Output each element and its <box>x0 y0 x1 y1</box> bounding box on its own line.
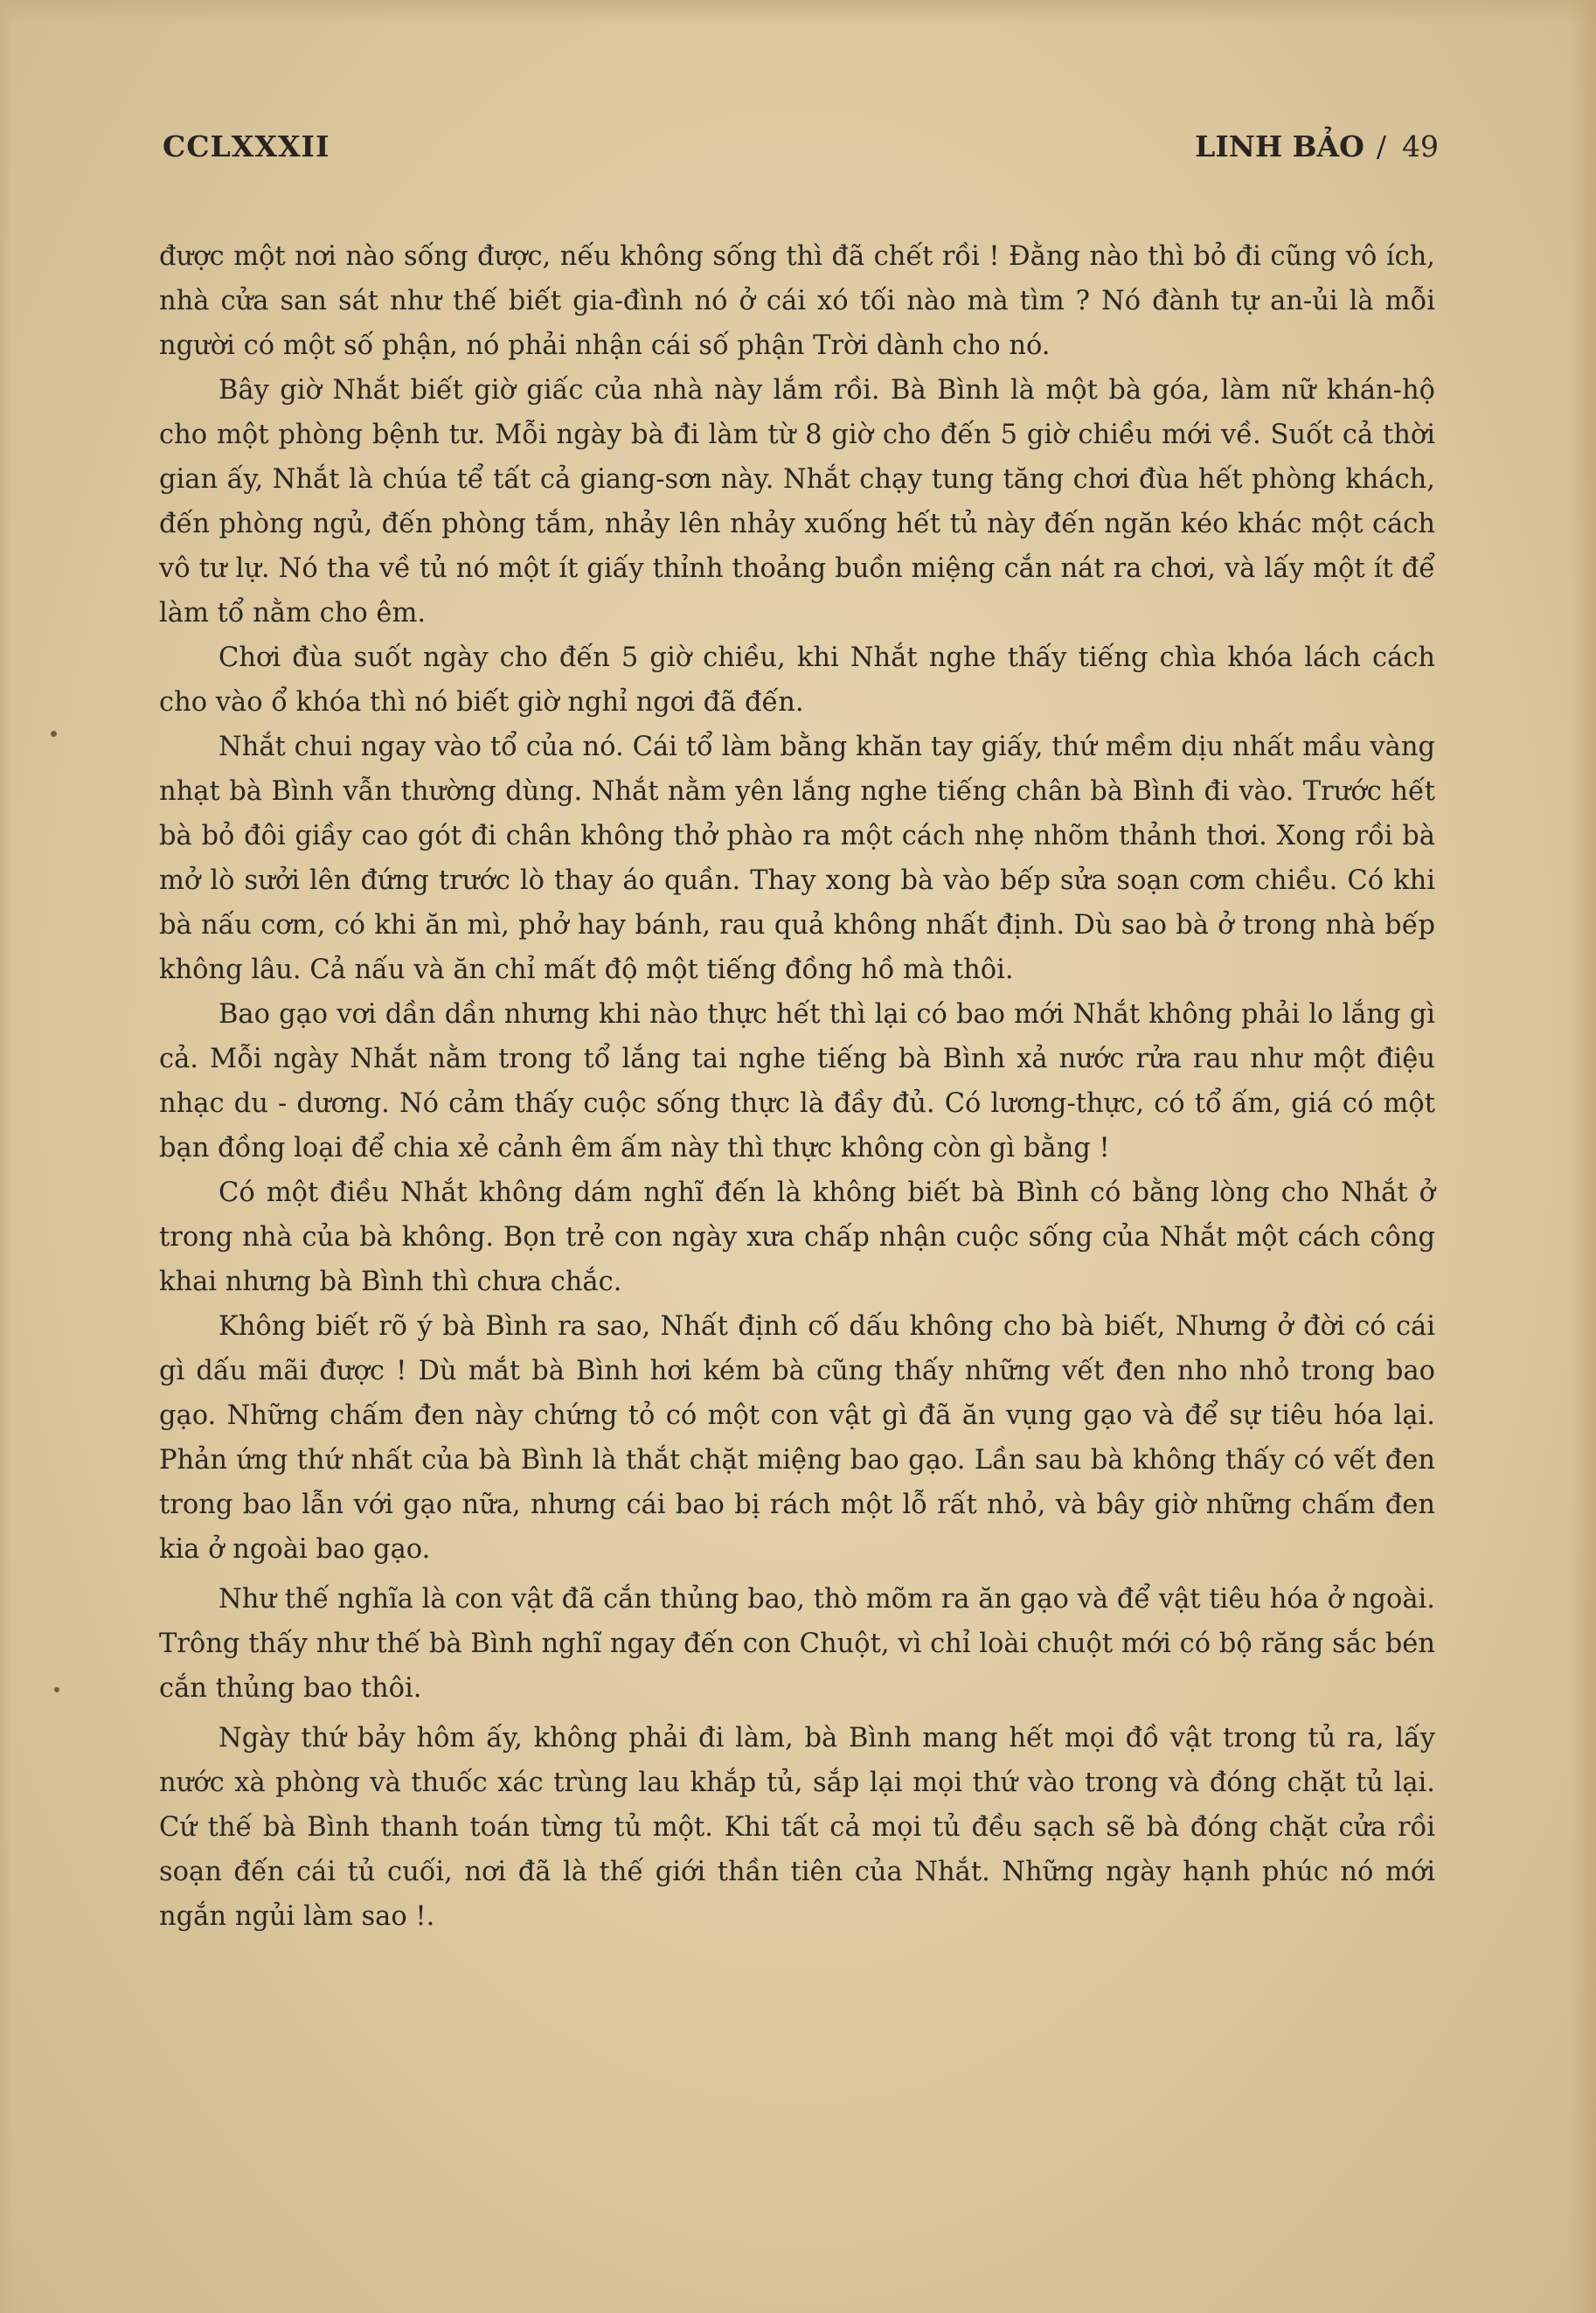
paper-speck <box>54 1687 59 1692</box>
paragraph-6: Có một điều Nhắt không dám nghĩ đến là không biết bà Bình có bằng lòng cho Nhắt ở trong nhà của bà không. Bọn trẻ con ngày xưa chấp nhận cuộc sống của Nhắt một cách công khai nhưng bà Bình thì chưa chắc. <box>159 1177 1435 1297</box>
running-head: CCLXXXII <box>163 129 330 163</box>
paragraph-7: Không biết rõ ý bà Bình ra sao, Nhất định cố dấu không cho bà biết, Nhưng ở đời có cái gì dấu mãi được ! Dù mắt bà Bình hơi kém bà cũng thấy những vết đen nho nhỏ trong bao gạo. Những chấm đen này chứng tỏ có một con vật gì đã ăn vụng gạo và để sự tiêu hóa lại. Phản ứng thứ nhất của bà Bình là thắt chặt miệng bao gạo. Lần sau bà không thấy có vết đen trong bao lẫn với gạo nữa, nhưng cái bao bị rách một lỗ rất nhỏ, và bây giờ những chấm đen kia ở ngoài bao gạo. <box>159 1311 1435 1565</box>
body-text <box>159 234 1435 1939</box>
paragraph-3: Chơi đùa suốt ngày cho đến 5 giờ chiều, khi Nhắt nghe thấy tiếng chìa khóa lách cách cho vào ổ khóa thì nó biết giờ nghỉ ngơi đã đến. <box>159 642 1435 718</box>
page-edge-top <box>0 0 1596 24</box>
paragraph-1: được một nơi nào sống được, nếu không sống thì đã chết rồi ! Đằng nào thì bỏ đi cũng vô ích, nhà cửa san sát như thế biết gia-đình nó ở cái xó tối nào mà tìm ? Nó đành tự an-ủi là mỗi người có một số phận, nó phải nhận cái số phận Trời dành cho nó. <box>159 241 1435 361</box>
page-edge-left <box>0 0 12 2313</box>
page-header <box>163 129 1439 182</box>
section-title: LINH BẢO <box>1195 129 1364 163</box>
paper-speck <box>51 731 57 737</box>
paragraph-8: Như thế nghĩa là con vật đã cắn thủng bao, thò mõm ra ăn gạo và để vật tiêu hóa ở ngoài. Trông thấy như thế bà Bình nghĩ ngay đến con Chuột, vì chỉ loài chuột mới có bộ răng sắc bén cắn thủng bao thôi. <box>159 1584 1435 1704</box>
page-edge-right <box>1570 0 1596 2313</box>
paragraph-4: Nhắt chui ngay vào tổ của nó. Cái tổ làm bằng khăn tay giấy, thứ mềm dịu nhất mầu vàng nhạt bà Bình vẫn thường dùng. Nhắt nằm yên lắng nghe tiếng chân bà Bình đi vào. Trước hết bà bỏ đôi giầy cao gót đi chân không thở phào ra một cách nhẹ nhõm thảnh thơi. Xong rồi bà mở lò sưởi lên đứng trước lò thay áo quần. Thay xong bà vào bếp sửa soạn cơm chiều. Có khi bà nấu cơm, có khi ăn mì, phở hay bánh, rau quả không nhất định. Dù sao bà ở trong nhà bếp không lâu. Cả nấu và ăn chỉ mất độ một tiếng đồng hồ mà thôi. <box>159 732 1435 985</box>
page-number: 49 <box>1402 129 1439 163</box>
header-right <box>1195 129 1439 163</box>
paragraph-9: Ngày thứ bảy hôm ấy, không phải đi làm, bà Bình mang hết mọi đồ vật trong tủ ra, lấy nước xà phòng và thuốc xác trùng lau khắp tủ, sắp lại mọi thứ vào trong và đóng chặt tủ lại. Cứ thế bà Bình thanh toán từng tủ một. Khi tất cả mọi tủ đều sạch sẽ bà đóng chặt cửa rồi soạn đến cái tủ cuối, nơi đã là thế giới thần tiên của Nhắt. Những ngày hạnh phúc nó mới ngắn ngủi làm sao !. <box>159 1723 1435 1932</box>
header-separator: / <box>1376 129 1386 163</box>
paragraph-2: Bây giờ Nhắt biết giờ giấc của nhà này lắm rồi. Bà Bình là một bà góa, làm nữ khán-hộ cho một phòng bệnh tư. Mỗi ngày bà đi làm từ 8 giờ cho đến 5 giờ chiều mới về. Suốt cả thời gian ấy, Nhắt là chúa tể tất cả giang-sơn này. Nhắt chạy tung tăng chơi đùa hết phòng khách, đến phòng ngủ, đến phòng tắm, nhảy lên nhảy xuống hết tủ này đến ngăn kéo khác một cách vô tư lự. Nó tha về tủ nó một ít giấy thỉnh thoảng buồn miệng cắn nát ra chơi, và lấy một ít để làm tổ nằm cho êm. <box>159 375 1435 629</box>
paragraph-5: Bao gạo vơi dần dần nhưng khi nào thực hết thì lại có bao mới Nhắt không phải lo lắng gì cả. Mỗi ngày Nhắt nằm trong tổ lắng tai nghe tiếng bà Bình xả nước rửa rau như một điệu nhạc du - dương. Nó cảm thấy cuộc sống thực là đầy đủ. Có lương-thực, có tổ ấm, giá có một bạn đồng loại để chia xẻ cảnh êm ấm này thì thực không còn gì bằng ! <box>159 999 1435 1163</box>
